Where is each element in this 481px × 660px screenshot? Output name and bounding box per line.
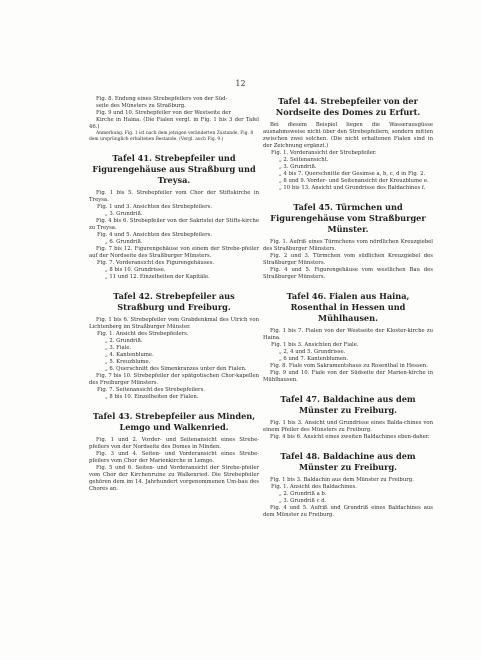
figure-entry: „ 3. Grundriß. (105, 211, 143, 217)
figure-entry: seite des Münsters zu Straßburg. (96, 103, 186, 109)
figure-entry: „ 6 und 7. Kantenblumen. (279, 356, 349, 362)
figure-entry: Fig. 7. Vorderansicht des Figurengehäuses. (97, 260, 215, 266)
figure-entry: „ 6. Grundriß. (105, 239, 143, 245)
plate-section (89, 153, 259, 281)
figure-entry: Fig. 4 und 5. Figurengehäuse vom westlichen Bau des Straßburger Münsters. (263, 267, 433, 280)
figure-entry: „ 2, 4 und 5. Grundrisse. (279, 349, 346, 355)
left-column (89, 96, 259, 503)
plate-title: Tafel 47. Baldachine aus dem Münster zu Freiburg. (280, 394, 416, 415)
figure-entry: Fig. 1. Aufriß eines Türmchens vom nördlichen Kreuzgiebel des Straßburger Münsters. (263, 239, 433, 252)
right-column (263, 96, 433, 529)
plate-title: Tafel 44. Strebepfeiler von der Nordseite des Domes zu Erfurt. (275, 96, 421, 117)
figure-entry: Fig. 1 und 2. Vorder- und Seitenansicht eines Strebe-pfeilers von der Nordseite des Domes in Minden. (89, 437, 259, 450)
figure-entry: „ 5. Kreuzblume. (105, 359, 151, 365)
figure-entry: Fig. 1 bis 6. Strebepfeiler vom Grabdenkmal des Ulrich von Lichtenberg im Straßburger Münster. (89, 317, 259, 330)
figure-entry: „ 3. Grundriß. (279, 164, 317, 170)
plate-title: Tafel 41. Strebepfeiler und Figurengehäuse aus Straßburg und Treysa. (92, 153, 256, 185)
figure-entry: Fig. 4 bis 6. Strebepfeiler von der Sakristei der Stifts-kirche zu Treysa. (89, 218, 259, 231)
figure-entry: Fig. 7 bis 12. Figurengehäuse von einem der Strebe-pfeiler auf der Nordseite des Straßburger Münsters. (89, 246, 259, 259)
figure-entry: „ 8 bis 10. Grundrisse. (105, 267, 166, 273)
intro-block (89, 96, 259, 143)
plate-section (263, 96, 433, 192)
figure-entry: Fig. 1. Ansicht des Strebepfeilers. (97, 331, 189, 337)
figure-entry: Fig. 2 und 3. Türmchen vom südlichen Kreuzgiebel des Straßburger Münsters. (263, 253, 433, 266)
figure-entry: „ 8 und 9. Vorder- und Seitenansicht der Kreuzblume e. (279, 178, 429, 184)
figure-entry: „ 11 und 12. Einzelheiten der Kapitäle. (105, 274, 210, 280)
figure-entry: Fig. 4 bis 6. Ansicht eines zweiten Baldachines eben-daher. (270, 434, 430, 440)
annotation-note: Anmerkung. Fig. 1 ist nach dem jetzigen veränderten Zustande, Fig. 8 dem ursprünglich erhaltenen Bestande. (Vergl. auch Fig. 9.) (89, 131, 254, 142)
figure-entry: „ 4. Kantenblume. (105, 352, 154, 358)
figure-entry: Fig. 1. Vorderansicht der Strebepfeiler. (271, 150, 377, 156)
figure-entry: „ 6. Querschnitt des Simenkranzes unter den Fialen. (105, 366, 247, 372)
figure-entry: Bei diesem Beispiel liegen die Wasserausgüsse ausnahmsweise nicht über den Strebepfeilern, sondern mitten zwischen zwei solchen. (Die nicht erhaltenen Fialen sind in der Zeichnung ergänzt.) (263, 122, 433, 149)
plate-section (263, 202, 433, 281)
figure-entry: Kirche in Haina. (Die Fialen vergl. in Fig. 1 bis 3 der Tafel 46.) (89, 117, 259, 130)
figure-entry: Fig. 9 und 10. Strebepfeiler von der Westseite der (96, 110, 231, 116)
figure-entry: „ 2. Grundriß a b. (279, 491, 327, 497)
figure-entry: Fig. 8. Fiale vom Sakramentshaus zu Rosenthal in Hessen. (270, 363, 428, 369)
page-number: 12 (235, 79, 246, 88)
figure-entry: „ 10 bis 13. Ansicht und Grundrisse des Baldachines f. (279, 185, 426, 191)
figure-entry: Fig. 5 und 6. Seiten- und Vorderansicht der Strebe-pfeiler vom Chor der Kirchenruine zu Walkenried. Die Strebepfeiler gehören dem im 14. Jahrhundert vorgenommenen Um-bau des Chores an. (89, 465, 259, 492)
figure-entry: Fig. 1 bis 3. Ansicht und Grundrisse eines Balda-chines von einem Pfeiler des Münsters zu Freiburg. (263, 420, 433, 433)
figure-entry: Fig. 3 und 4. Seiten- und Vorderansicht eines Strebe-pfeilers vom Chor der Marienkirche in Lemgo. (89, 451, 259, 464)
figure-entry: Fig. 1 und 3. Ansichten des Strebepfeilers. (97, 204, 213, 210)
plate-section (89, 411, 259, 493)
plate-section (263, 394, 433, 441)
figure-entry: „ 2. Grundriß. (105, 338, 143, 344)
plate-section (263, 291, 433, 384)
figure-entry: Fig. 1 bis 7. Fialen von der Westseite der Kloster-kirche zu Haina. (263, 328, 433, 341)
figure-entry: „ 3. Grundriß c d. (279, 498, 327, 504)
plate-title: Tafel 42. Strebepfeiler aus Straßburg und Freiburg. (113, 291, 235, 312)
figure-entry: Fig. 4 und 5. Aufriß und Grundriß eines Baldachines aus dem Münster zu Freiburg. (263, 505, 433, 518)
figure-entry: „ 2. Seitenansicht. (279, 157, 329, 163)
figure-entry: Fig. 8. Endung eines Strebepfeilers von der Süd- (96, 96, 228, 102)
plate-title: Tafel 45. Türmchen und Figurengehäuse vom Straßburger Münster. (270, 202, 426, 234)
figure-entry: Fig. 9 und 10. Fiale von der Südseite der Marien-kirche in Mühlhausen. (263, 370, 433, 383)
figure-entry: „ 4 bis 7. Querschnitte der Gesimse a, b, c, d in Fig. 2. (279, 171, 426, 177)
plate-title: Tafel 46. Fialen aus Haina, Rosenthal in Hessen und Mühlhausen. (286, 291, 410, 323)
figure-entry: Fig. 1 bis 3. Ansichten der Fiale. (271, 342, 359, 348)
plate-title: Tafel 48. Baldachine aus dem Münster zu Freiburg. (280, 451, 416, 472)
figure-entry: „ 8 bis 10. Einzelheiten der Fialen. (105, 394, 199, 400)
plate-section (263, 451, 433, 519)
figure-entry: Fig. 7 bis 10. Strebepfeiler der spätgotischen Chor-kapellen des Freiburger Münsters. (89, 373, 259, 386)
figure-entry: Fig. 4 und 5. Ansichten des Strebepfeilers. (97, 232, 213, 238)
figure-entry: Fig. 1 bis 5. Strebepfeiler vom Chor der Stiftskirche in Treysa. (89, 190, 259, 203)
figure-entry: Fig. 7. Seitenansicht des Strebepfeilers. (97, 387, 205, 393)
figure-entry: Fig. 1. Ansicht des Baldachines. (271, 484, 357, 490)
figure-entry: Fig. 1 bis 3. Baldachin aus dem Münster zu Freiburg. (270, 477, 414, 483)
plate-section (89, 291, 259, 401)
plate-title: Tafel 43. Strebepfeiler aus Minden, Lemgo und Walkenried. (92, 411, 256, 432)
figure-entry: „ 3. Fiale. (105, 345, 132, 351)
